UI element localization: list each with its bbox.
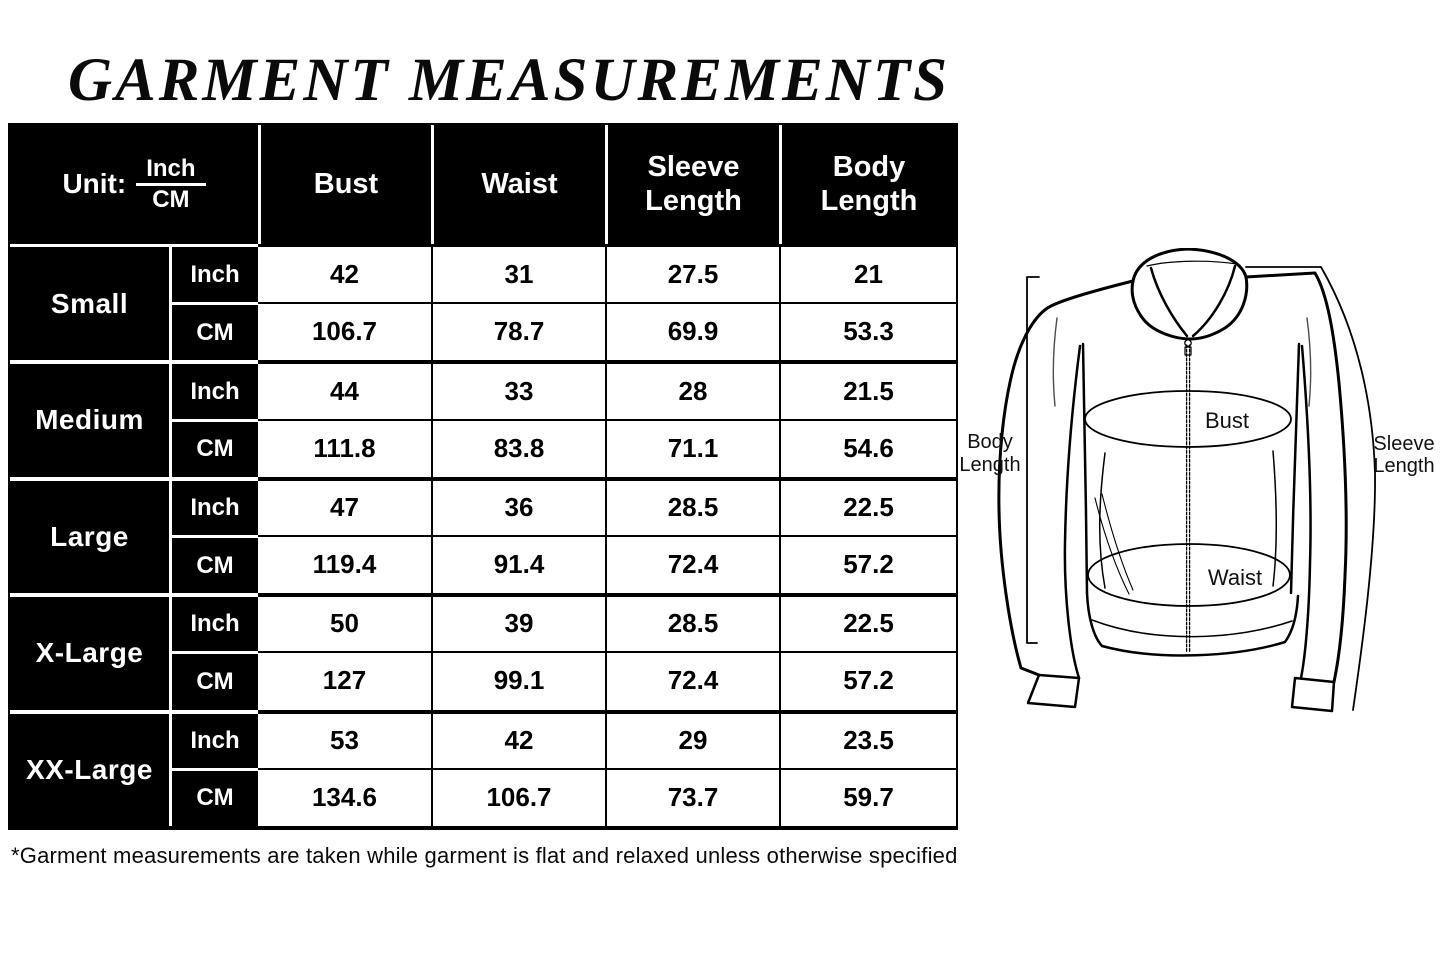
measurement-cell: 36 (431, 477, 605, 535)
measurement-cell: 83.8 (431, 419, 605, 477)
jacket-diagram (955, 248, 1445, 728)
measurement-cell: 57.2 (779, 651, 956, 709)
waist-label: Waist (1207, 565, 1263, 590)
unit-cell-cm: CM (169, 651, 258, 709)
unit-cell-cm: CM (169, 302, 258, 360)
column-header-body-length: Body Length (779, 125, 956, 244)
body-length-label-line2: Length (959, 454, 1021, 476)
measurement-cell: 59.7 (779, 768, 956, 826)
size-label-xx-large: XX-Large (10, 710, 169, 826)
unit-fraction (136, 154, 205, 215)
page-title: GARMENT MEASUREMENTS (68, 47, 951, 114)
measurement-cell: 72.4 (605, 651, 779, 709)
measurement-cell: 72.4 (605, 535, 779, 593)
measurement-cell: 21.5 (779, 360, 956, 418)
measurement-cell: 39 (431, 593, 605, 651)
measurement-cell: 73.7 (605, 768, 779, 826)
measurement-cell: 44 (258, 360, 431, 418)
measurement-cell: 54.6 (779, 419, 956, 477)
measurement-cell: 27.5 (605, 244, 779, 302)
column-header-waist: Waist (431, 125, 605, 244)
measurement-cell: 53.3 (779, 302, 956, 360)
unit-cell-inch: Inch (169, 710, 258, 768)
measurement-cell: 42 (258, 244, 431, 302)
body-length-label-line1: Body (967, 431, 1013, 453)
measurement-cell: 106.7 (258, 302, 431, 360)
measurement-cell: 29 (605, 710, 779, 768)
measurement-cell: 28.5 (605, 477, 779, 535)
measurement-cell: 53 (258, 710, 431, 768)
measurement-cell: 21 (779, 244, 956, 302)
unit-header-cell (10, 125, 258, 244)
unit-cell-inch: Inch (169, 360, 258, 418)
measurement-cell: 78.7 (431, 302, 605, 360)
measurement-cell: 42 (431, 710, 605, 768)
unit-label: Unit: (62, 168, 127, 200)
unit-cm-label: CM (152, 186, 190, 213)
measurement-cell: 106.7 (431, 768, 605, 826)
unit-cell-inch: Inch (169, 477, 258, 535)
measurement-cell: 33 (431, 360, 605, 418)
footnote: *Garment measurements are taken while garment is flat and relaxed unless otherwise specified (11, 843, 958, 868)
column-header-bust: Bust (258, 125, 431, 244)
measurement-cell: 50 (258, 593, 431, 651)
unit-cell-cm: CM (169, 419, 258, 477)
size-table (8, 123, 958, 830)
measurement-cell: 69.9 (605, 302, 779, 360)
size-label-large: Large (10, 477, 169, 593)
measurement-cell: 127 (258, 651, 431, 709)
measurement-cell: 99.1 (431, 651, 605, 709)
measurement-cell: 71.1 (605, 419, 779, 477)
measurement-cell: 47 (258, 477, 431, 535)
measurement-cell: 134.6 (258, 768, 431, 826)
size-label-small: Small (10, 244, 169, 360)
sleeve-length-label-line1: Sleeve (1373, 433, 1435, 455)
unit-cell-cm: CM (169, 768, 258, 826)
size-label-medium: Medium (10, 360, 169, 476)
unit-cell-inch: Inch (169, 244, 258, 302)
bust-ellipse (1085, 391, 1291, 447)
measurement-cell: 111.8 (258, 419, 431, 477)
unit-cell-inch: Inch (169, 593, 258, 651)
column-header-sleeve-length: Sleeve Length (605, 125, 779, 244)
sleeve-length-label-line2: Length (1373, 455, 1435, 477)
unit-cell-cm: CM (169, 535, 258, 593)
unit-inch-label: Inch (136, 155, 205, 186)
measurement-cell: 28.5 (605, 593, 779, 651)
measurement-cell: 31 (431, 244, 605, 302)
measurement-cell: 28 (605, 360, 779, 418)
bust-label: Bust (1204, 408, 1250, 433)
measurement-cell: 23.5 (779, 710, 956, 768)
measurement-cell: 57.2 (779, 535, 956, 593)
measurement-cell: 22.5 (779, 593, 956, 651)
measurement-cell: 91.4 (431, 535, 605, 593)
size-label-x-large: X-Large (10, 593, 169, 709)
measurement-cell: 22.5 (779, 477, 956, 535)
measurement-cell: 119.4 (258, 535, 431, 593)
